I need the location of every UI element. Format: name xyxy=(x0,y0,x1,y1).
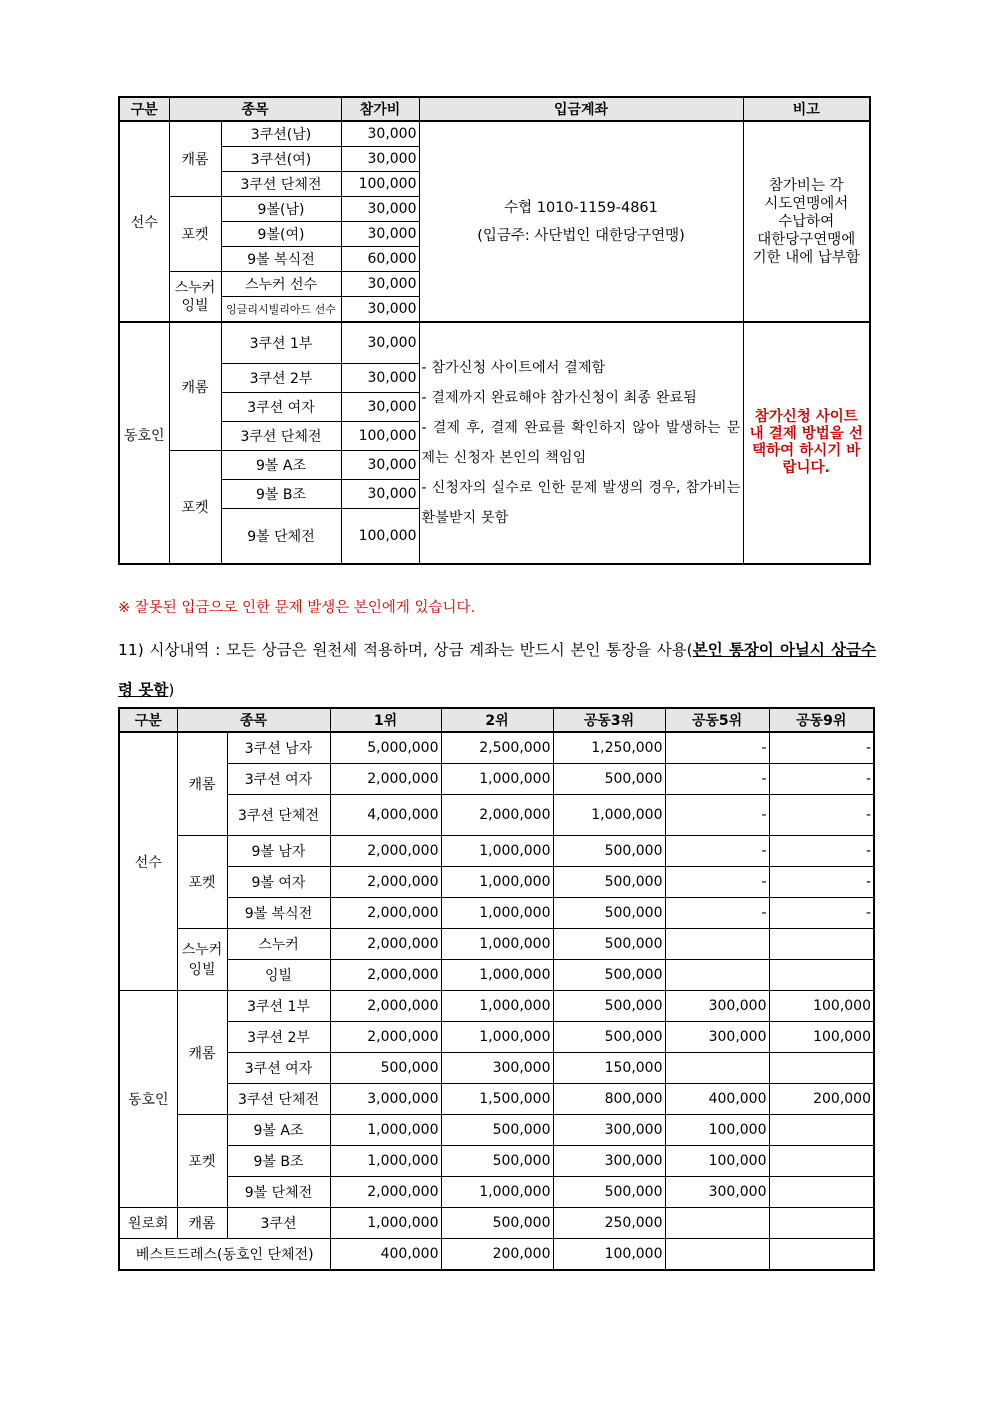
cat-pocket: 포켓 xyxy=(169,197,221,272)
prize-intro xyxy=(118,630,876,710)
prize-value-cell xyxy=(769,1146,874,1177)
prize-value-cell: 1,000,000 xyxy=(441,898,553,929)
step-line: - 참가신청 사이트에서 결제함 xyxy=(421,360,606,376)
prize-value-cell: 5,000,000 xyxy=(330,732,441,764)
event-cell: 3쿠션 2부 xyxy=(221,364,341,393)
fee-cell: 30,000 xyxy=(341,364,419,393)
prize-value-cell: 1,000,000 xyxy=(441,867,553,898)
prize-intro-closing: ) xyxy=(168,681,175,699)
event-cell: 3쿠션(남) xyxy=(221,121,341,147)
prize-value-cell: - xyxy=(665,732,769,764)
event-cell: 3쿠션 2부 xyxy=(227,1022,330,1053)
prize-value-cell: 2,000,000 xyxy=(330,991,441,1022)
event-cell: 9볼 단체전 xyxy=(227,1177,330,1208)
prize-value-cell: 2,500,000 xyxy=(441,732,553,764)
event-cell: 9볼 B조 xyxy=(227,1146,330,1177)
header-note: 비고 xyxy=(743,97,870,121)
fee-cell: 30,000 xyxy=(341,297,419,323)
table-row xyxy=(119,1208,874,1239)
cat-carom: 캐롬 xyxy=(177,732,227,836)
cat-carom: 캐롬 xyxy=(169,121,221,197)
prize-value-cell: - xyxy=(665,764,769,795)
event-cell: 3쿠션 여자 xyxy=(227,1053,330,1084)
prize-value-cell: 1,000,000 xyxy=(330,1115,441,1146)
cat-carom: 캐롬 xyxy=(177,991,227,1115)
event-cell: 9볼 여자 xyxy=(227,867,330,898)
table-row xyxy=(119,1084,874,1115)
cat-snooker-line: 잉빌 xyxy=(188,961,216,978)
event-cell: 9볼 남자 xyxy=(227,836,330,867)
event-cell: 9볼 단체전 xyxy=(221,509,341,565)
prize-value-cell xyxy=(665,1208,769,1239)
table-row xyxy=(119,732,874,764)
header-category: 구분 xyxy=(119,97,169,121)
table-row xyxy=(119,991,874,1022)
header-5th: 공동5위 xyxy=(665,708,769,732)
event-cell: 9볼 B조 xyxy=(221,480,341,509)
fee-cell: 60,000 xyxy=(341,247,419,272)
table-row xyxy=(119,1239,874,1271)
group-player: 선수 xyxy=(119,121,169,322)
prize-value-cell: 100,000 xyxy=(553,1239,665,1271)
table-row xyxy=(119,898,874,929)
prize-value-cell xyxy=(769,1177,874,1208)
prize-value-cell: 200,000 xyxy=(441,1239,553,1271)
fee-cell: 30,000 xyxy=(341,451,419,480)
cat-snooker-line: 잉빌 xyxy=(181,297,209,314)
cat-snooker xyxy=(177,929,227,991)
group-senior: 원로회 xyxy=(119,1208,177,1239)
fee-cell: 100,000 xyxy=(341,172,419,197)
prize-value-cell: 200,000 xyxy=(769,1084,874,1115)
cat-snooker-line: 스누커 xyxy=(181,941,223,958)
prize-value-cell: 500,000 xyxy=(553,960,665,991)
table-row xyxy=(119,1115,874,1146)
event-cell: 3쿠션 단체전 xyxy=(227,1084,330,1115)
table-row xyxy=(119,121,870,147)
prize-value-cell xyxy=(769,960,874,991)
prize-value-cell: 100,000 xyxy=(665,1146,769,1177)
prize-value-cell: 2,000,000 xyxy=(330,960,441,991)
fee-cell: 30,000 xyxy=(341,121,419,147)
prize-value-cell: 2,000,000 xyxy=(330,867,441,898)
prize-value-cell xyxy=(769,1239,874,1271)
cat-pocket: 포켓 xyxy=(169,451,221,565)
prize-value-cell: 4,000,000 xyxy=(330,795,441,836)
event-cell: 9볼(남) xyxy=(221,197,341,222)
prize-value-cell: 150,000 xyxy=(553,1053,665,1084)
prize-value-cell: 300,000 xyxy=(553,1115,665,1146)
event-cell: 3쿠션 단체전 xyxy=(221,422,341,451)
table-row xyxy=(119,867,874,898)
prize-value-cell: 400,000 xyxy=(665,1084,769,1115)
table-row xyxy=(119,322,870,364)
account-holder: (입금주: 사단법인 대한당구연맹) xyxy=(477,227,685,244)
cat-carom: 캐롬 xyxy=(177,1208,227,1239)
prize-value-cell: 1,000,000 xyxy=(441,836,553,867)
table-row xyxy=(119,1146,874,1177)
event-cell: 9볼(여) xyxy=(221,222,341,247)
prize-value-cell: 1,000,000 xyxy=(441,1177,553,1208)
prize-value-cell: - xyxy=(665,867,769,898)
prize-value-cell: 300,000 xyxy=(553,1146,665,1177)
step-line: - 결제까지 완료해야 참가신청이 최종 완료됨 xyxy=(421,390,698,406)
fee-table xyxy=(118,96,871,565)
prize-value-cell: 500,000 xyxy=(553,898,665,929)
fee-table-header xyxy=(119,97,870,121)
prize-value-cell: 400,000 xyxy=(330,1239,441,1271)
event-cell: 3쿠션 여자 xyxy=(221,393,341,422)
prize-value-cell: - xyxy=(769,836,874,867)
prize-intro-text: 11) 시상내역 : 모든 상금은 원천세 적용하며, 상금 계좌는 반드시 본인 통장을 사용( xyxy=(118,641,693,659)
header-1st: 1위 xyxy=(330,708,441,732)
header-2nd: 2위 xyxy=(441,708,553,732)
event-cell: 3쿠션 1부 xyxy=(227,991,330,1022)
table-row xyxy=(119,1053,874,1084)
event-cell: 3쿠션 여자 xyxy=(227,764,330,795)
player-note xyxy=(743,121,870,322)
prize-value-cell: 1,000,000 xyxy=(330,1208,441,1239)
payment-steps xyxy=(419,322,743,564)
group-amateur: 동호인 xyxy=(119,991,177,1208)
note-line: 시도연맹에서 xyxy=(764,195,849,212)
prize-value-cell: - xyxy=(665,898,769,929)
prize-value-cell xyxy=(769,1053,874,1084)
amateur-note: 참가신청 사이트 내 결제 방법을 선택하여 하시기 바랍니다. xyxy=(743,322,870,564)
prize-value-cell: 300,000 xyxy=(441,1053,553,1084)
prize-value-cell: 800,000 xyxy=(553,1084,665,1115)
prize-value-cell: 300,000 xyxy=(665,1177,769,1208)
prize-value-cell: 500,000 xyxy=(553,991,665,1022)
prize-value-cell: - xyxy=(665,836,769,867)
prize-value-cell xyxy=(665,1053,769,1084)
prize-value-cell: 300,000 xyxy=(665,991,769,1022)
prize-value-cell xyxy=(769,1208,874,1239)
header-account: 입금계좌 xyxy=(419,97,743,121)
table-row xyxy=(119,960,874,991)
event-cell: 3쿠션 남자 xyxy=(227,732,330,764)
prize-value-cell: 1,000,000 xyxy=(441,929,553,960)
event-cell: 9볼 복식전 xyxy=(227,898,330,929)
prize-value-cell: 2,000,000 xyxy=(330,836,441,867)
prize-value-cell xyxy=(665,1239,769,1271)
payment-warning: ※ 잘못된 입금으로 인한 문제 발생은 본인에게 있습니다. xyxy=(118,600,476,616)
cat-snooker-line: 스누커 xyxy=(174,279,216,296)
fee-cell: 30,000 xyxy=(341,322,419,364)
event-cell: 3쿠션 단체전 xyxy=(227,795,330,836)
prize-value-cell xyxy=(769,1115,874,1146)
prize-value-cell: - xyxy=(769,732,874,764)
prize-value-cell: 250,000 xyxy=(553,1208,665,1239)
prize-intro-underlined: 본인 통장이 아닐시 상금수령 못함 xyxy=(118,641,876,699)
note-line: 기한 내에 납부함 xyxy=(752,249,860,266)
header-category: 구분 xyxy=(119,708,177,732)
prize-value-cell: 500,000 xyxy=(441,1115,553,1146)
event-cell: 9볼 A조 xyxy=(221,451,341,480)
fee-cell: 30,000 xyxy=(341,197,419,222)
note-line: 수납하여 xyxy=(778,213,835,230)
account-cell xyxy=(419,121,743,322)
group-amateur: 동호인 xyxy=(119,322,169,564)
prize-value-cell: 500,000 xyxy=(330,1053,441,1084)
fee-cell: 100,000 xyxy=(341,422,419,451)
prize-value-cell: 2,000,000 xyxy=(330,929,441,960)
prize-value-cell: 1,000,000 xyxy=(441,991,553,1022)
header-fee: 참가비 xyxy=(341,97,419,121)
prize-value-cell: 100,000 xyxy=(769,1022,874,1053)
prize-value-cell: 500,000 xyxy=(553,764,665,795)
prize-value-cell: 500,000 xyxy=(553,867,665,898)
prize-value-cell: 100,000 xyxy=(769,991,874,1022)
fee-cell: 30,000 xyxy=(341,272,419,297)
prize-value-cell: 2,000,000 xyxy=(330,764,441,795)
event-cell: 잉글리시빌리아드 선수 xyxy=(221,297,341,323)
event-cell: 스누커 선수 xyxy=(221,272,341,297)
prize-value-cell: 500,000 xyxy=(553,1022,665,1053)
event-cell: 스누커 xyxy=(227,929,330,960)
fee-cell: 30,000 xyxy=(341,393,419,422)
prize-value-cell: 1,500,000 xyxy=(441,1084,553,1115)
prize-value-cell: 500,000 xyxy=(553,929,665,960)
prize-value-cell: 2,000,000 xyxy=(330,1022,441,1053)
cat-carom: 캐롬 xyxy=(169,322,221,451)
step-line: - 신청자의 실수로 인한 문제 발생의 경우, 참가비는 환불받지 못함 xyxy=(421,480,741,526)
event-cell: 3쿠션(여) xyxy=(221,147,341,172)
event-cell: 3쿠션 xyxy=(227,1208,330,1239)
prize-table-header xyxy=(119,708,874,732)
event-cell: 9볼 복식전 xyxy=(221,247,341,272)
header-3rd: 공동3위 xyxy=(553,708,665,732)
prize-value-cell: 500,000 xyxy=(441,1208,553,1239)
prize-value-cell xyxy=(769,929,874,960)
prize-value-cell: - xyxy=(769,764,874,795)
prize-value-cell: - xyxy=(665,795,769,836)
prize-value-cell: - xyxy=(769,867,874,898)
prize-value-cell: 1,000,000 xyxy=(330,1146,441,1177)
best-dress-label: 베스트드레스(동호인 단체전) xyxy=(119,1239,330,1271)
step-line: - 결제 후, 결제 완료를 확인하지 않아 발생하는 문제는 신청자 본인의 책임임 xyxy=(421,420,741,466)
fee-cell: 30,000 xyxy=(341,480,419,509)
prize-value-cell xyxy=(665,960,769,991)
event-cell: 9볼 A조 xyxy=(227,1115,330,1146)
prize-value-cell: 1,000,000 xyxy=(441,1022,553,1053)
note-line: 참가비는 각 xyxy=(768,177,844,194)
prize-value-cell: 100,000 xyxy=(665,1115,769,1146)
prize-value-cell: 1,250,000 xyxy=(553,732,665,764)
prize-table xyxy=(118,707,875,1271)
cat-pocket: 포켓 xyxy=(177,1115,227,1208)
prize-value-cell: 1,000,000 xyxy=(553,795,665,836)
prize-value-cell: 2,000,000 xyxy=(330,898,441,929)
prize-value-cell: - xyxy=(769,898,874,929)
cat-pocket: 포켓 xyxy=(177,836,227,929)
event-cell: 3쿠션 1부 xyxy=(221,322,341,364)
prize-value-cell: 2,000,000 xyxy=(330,1177,441,1208)
prize-value-cell: 3,000,000 xyxy=(330,1084,441,1115)
header-event: 종목 xyxy=(177,708,330,732)
prize-value-cell: 2,000,000 xyxy=(441,795,553,836)
prize-value-cell: 500,000 xyxy=(441,1146,553,1177)
event-cell: 잉빌 xyxy=(227,960,330,991)
table-row xyxy=(119,764,874,795)
account-number: 수협 1010-1159-4861 xyxy=(504,199,658,216)
fee-cell: 30,000 xyxy=(341,147,419,172)
prize-value-cell: 500,000 xyxy=(553,836,665,867)
table-row xyxy=(119,795,874,836)
prize-value-cell: 1,000,000 xyxy=(441,960,553,991)
prize-value-cell: - xyxy=(769,795,874,836)
fee-cell: 30,000 xyxy=(341,222,419,247)
prize-value-cell: 500,000 xyxy=(553,1177,665,1208)
table-row xyxy=(119,1177,874,1208)
table-row xyxy=(119,929,874,960)
note-line: 대한당구연맹에 xyxy=(757,231,856,248)
header-event: 종목 xyxy=(169,97,341,121)
cat-snooker xyxy=(169,272,221,323)
prize-value-cell: 300,000 xyxy=(665,1022,769,1053)
table-row xyxy=(119,836,874,867)
fee-cell: 100,000 xyxy=(341,509,419,565)
header-9th: 공동9위 xyxy=(769,708,874,732)
prize-value-cell xyxy=(665,929,769,960)
prize-value-cell: 1,000,000 xyxy=(441,764,553,795)
event-cell: 3쿠션 단체전 xyxy=(221,172,341,197)
table-row xyxy=(119,1022,874,1053)
group-player: 선수 xyxy=(119,732,177,991)
